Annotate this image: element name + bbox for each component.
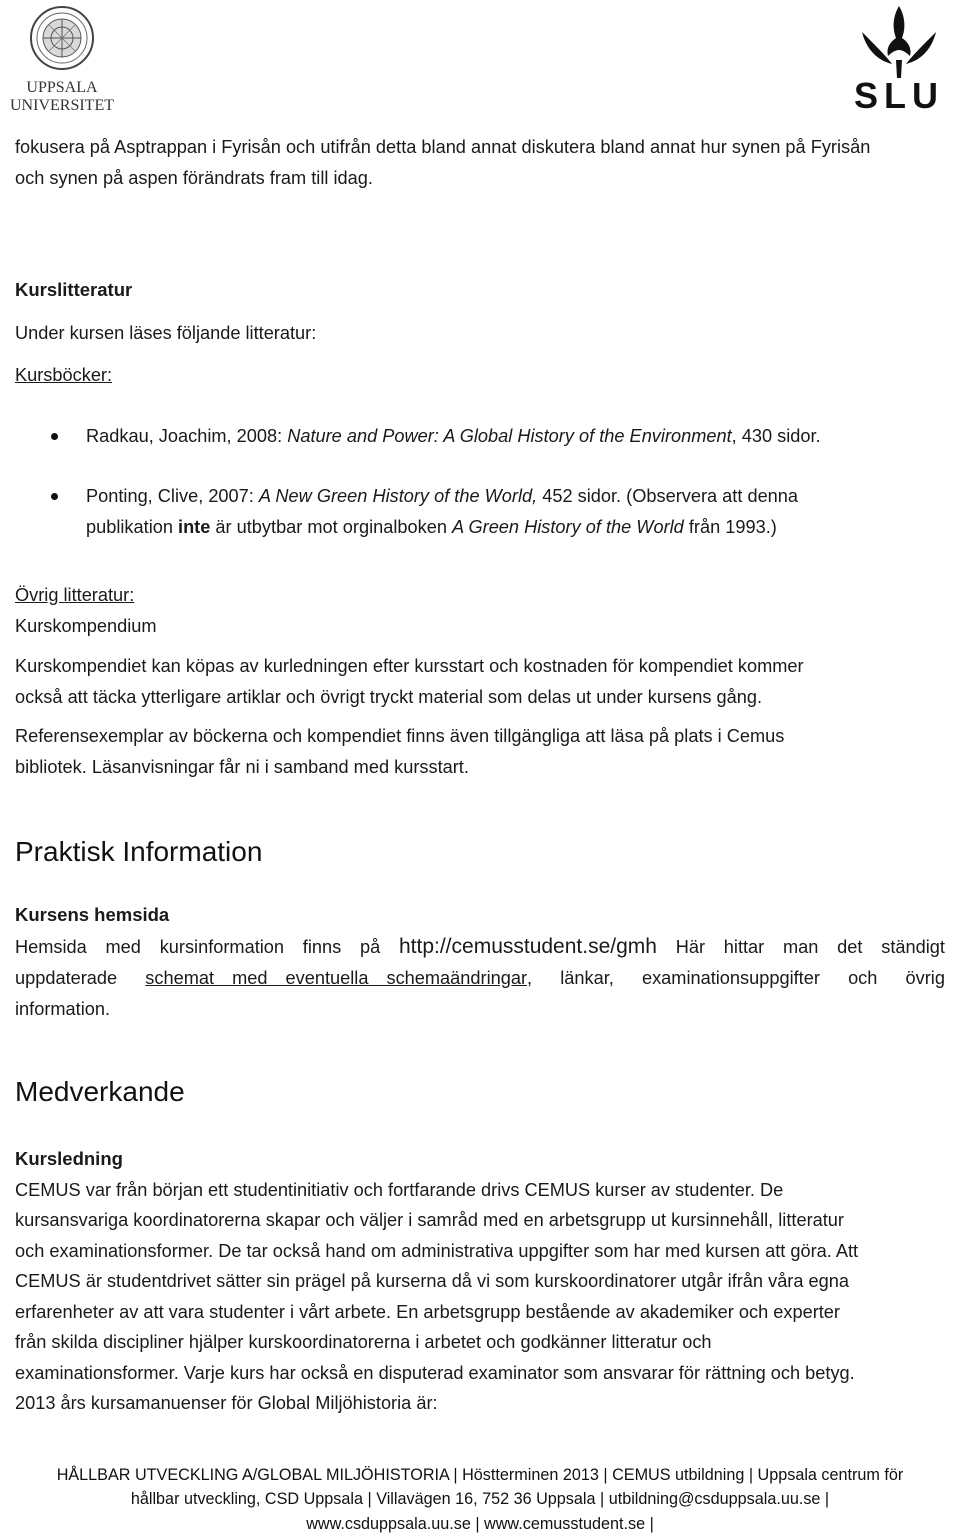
document-body bbox=[15, 132, 945, 1419]
book-list bbox=[15, 421, 945, 543]
kursledning-line: 2013 års kursamanuenser för Global Miljöhistoria är: bbox=[15, 1393, 438, 1413]
intro-line-1: fokusera på Asptrappan i Fyrisån och utifrån detta bland annat diskutera bland annat hur synen på Fyrisån bbox=[15, 137, 871, 157]
word: Här bbox=[675, 936, 706, 957]
subheading-kursens-hemsida: Kursens hemsida bbox=[15, 904, 170, 925]
course-website-link[interactable]: http://cemusstudent.se/gmh bbox=[398, 934, 657, 958]
page-footer bbox=[0, 1463, 960, 1536]
book-note-prefix: publikation bbox=[86, 516, 179, 537]
kursledning-line: examinationsformer. Varje kurs har också en disputerad examinator som ansvarar för rättning och betyg. bbox=[15, 1362, 855, 1383]
footer-line-2: hållbar utveckling, CSD Uppsala | Villavägen 16, 752 36 Uppsala | utbildning@csduppsala.uu.se | bbox=[130, 1490, 830, 1509]
hemsida-line-3: information. bbox=[15, 998, 111, 1019]
section-heading-medverkande: Medverkande bbox=[15, 1076, 185, 1107]
referens-text-line-2: bibliotek. Läsanvisningar får ni i samband med kursstart. bbox=[15, 756, 469, 777]
uppsala-universitet-logo bbox=[6, 4, 118, 116]
word: kursinformation bbox=[159, 936, 285, 957]
word: man bbox=[783, 936, 819, 957]
kurskompendium-label: Kurskompendium bbox=[15, 615, 157, 636]
kursledning-line: från skilda discipliner hjälper kurskoordinatorerna i arbetet och godkänner litteratur och bbox=[15, 1332, 712, 1352]
word: med bbox=[105, 936, 141, 957]
book-suffix: 452 sidor. (Observera att denna bbox=[537, 486, 799, 506]
kursledning-line: kursansvariga koordinatorerna skapar och väljer i samråd med en arbetsgrupp ut kursinnehåll, litteratur bbox=[15, 1210, 844, 1230]
kompendium-text-line-1: Kurskompendiet kan köpas av kurledningen efter kursstart och kostnaden för kompendiet kommer bbox=[15, 656, 804, 676]
word: , bbox=[527, 967, 533, 988]
book-title: A New Green History of the World, bbox=[258, 486, 538, 506]
page-header bbox=[0, 0, 960, 120]
word: övrig bbox=[905, 967, 945, 988]
word: examinationsuppgifter bbox=[641, 967, 820, 988]
word: finns bbox=[302, 936, 342, 957]
book-item-ponting bbox=[15, 481, 945, 542]
footer-line-3: www.csduppsala.uu.se | www.cemusstudent.se | bbox=[306, 1514, 654, 1533]
word: hittar bbox=[723, 936, 765, 957]
hemsida-line-1 bbox=[15, 931, 945, 963]
section-heading-kurslitteratur: Kurslitteratur bbox=[15, 279, 133, 300]
book-item-radkau bbox=[15, 421, 945, 452]
section-heading-praktisk-information: Praktisk Information bbox=[15, 836, 263, 867]
uu-logo-line1: UPPSALA bbox=[26, 79, 98, 96]
litteratur-intro: Under kursen läses följande litteratur: bbox=[15, 322, 317, 343]
slu-logo-text: SLU bbox=[854, 75, 944, 114]
word: ständigt bbox=[881, 936, 945, 957]
slu-logo bbox=[846, 2, 952, 114]
kursbocker-label: Kursböcker: bbox=[15, 365, 113, 385]
uu-logo-line2: UNIVERSITET bbox=[10, 97, 114, 114]
kursledning-line: CEMUS är studentdrivet sätter sin prägel på kurserna då vi som kurskoordinatorer utgår ifrån våra egna bbox=[15, 1271, 849, 1291]
book-note-title: A Green History of the World bbox=[451, 516, 684, 537]
kursledning-line: erfarenheter av att vara studenter i vårt arbete. En arbetsgrupp bestående av akademiker och experter bbox=[15, 1301, 840, 1322]
kompendium-text-line-2: också att täcka ytterligare artiklar och övrigt tryckt material som delas ut under kursens gång. bbox=[15, 686, 763, 707]
word: på bbox=[359, 936, 381, 957]
book-title: Nature and Power: A Global History of the Environment bbox=[287, 425, 732, 446]
book-suffix: , 430 sidor. bbox=[731, 425, 821, 446]
book-note-suffix: från 1993.) bbox=[683, 516, 777, 537]
schedule-link-group bbox=[145, 963, 532, 994]
word: och bbox=[848, 967, 878, 988]
word: det bbox=[837, 936, 863, 957]
footer-line-1: HÅLLBAR UTVECKLING A/GLOBAL MILJÖHISTORIA | Höstterminen 2013 | CEMUS utbildning | Uppsala centrum för bbox=[56, 1466, 904, 1484]
schedule-link[interactable]: schemat med eventuella schemaändringar bbox=[145, 967, 528, 988]
word: länkar, bbox=[560, 967, 614, 988]
book-note-mid: är utbytbar mot orginalboken bbox=[210, 516, 452, 537]
kursledning-line: och examinationsformer. De tar också hand om administrativa uppgifter som har med kursen att göra. Att bbox=[15, 1240, 859, 1261]
subheading-kursledning: Kursledning bbox=[15, 1148, 123, 1169]
ovrig-litteratur-label: Övrig litteratur: bbox=[15, 585, 135, 605]
referens-text-line-1: Referensexemplar av böckerna och kompendiet finns även tillgängliga att läsa på plats i Cemus bbox=[15, 726, 785, 746]
book-prefix: Radkau, Joachim, 2008: bbox=[86, 425, 288, 446]
book-note-bold: inte bbox=[178, 516, 211, 537]
word: Hemsida bbox=[15, 936, 87, 957]
hemsida-line-2 bbox=[15, 963, 945, 994]
intro-line-2: och synen på aspen förändrats fram till idag. bbox=[15, 167, 373, 188]
word: uppdaterade bbox=[15, 967, 118, 988]
book-prefix: Ponting, Clive, 2007: bbox=[86, 486, 259, 506]
kursledning-line: CEMUS var från början ett studentinitiativ och fortfarande drivs CEMUS kurser av studenter. De bbox=[15, 1179, 784, 1200]
